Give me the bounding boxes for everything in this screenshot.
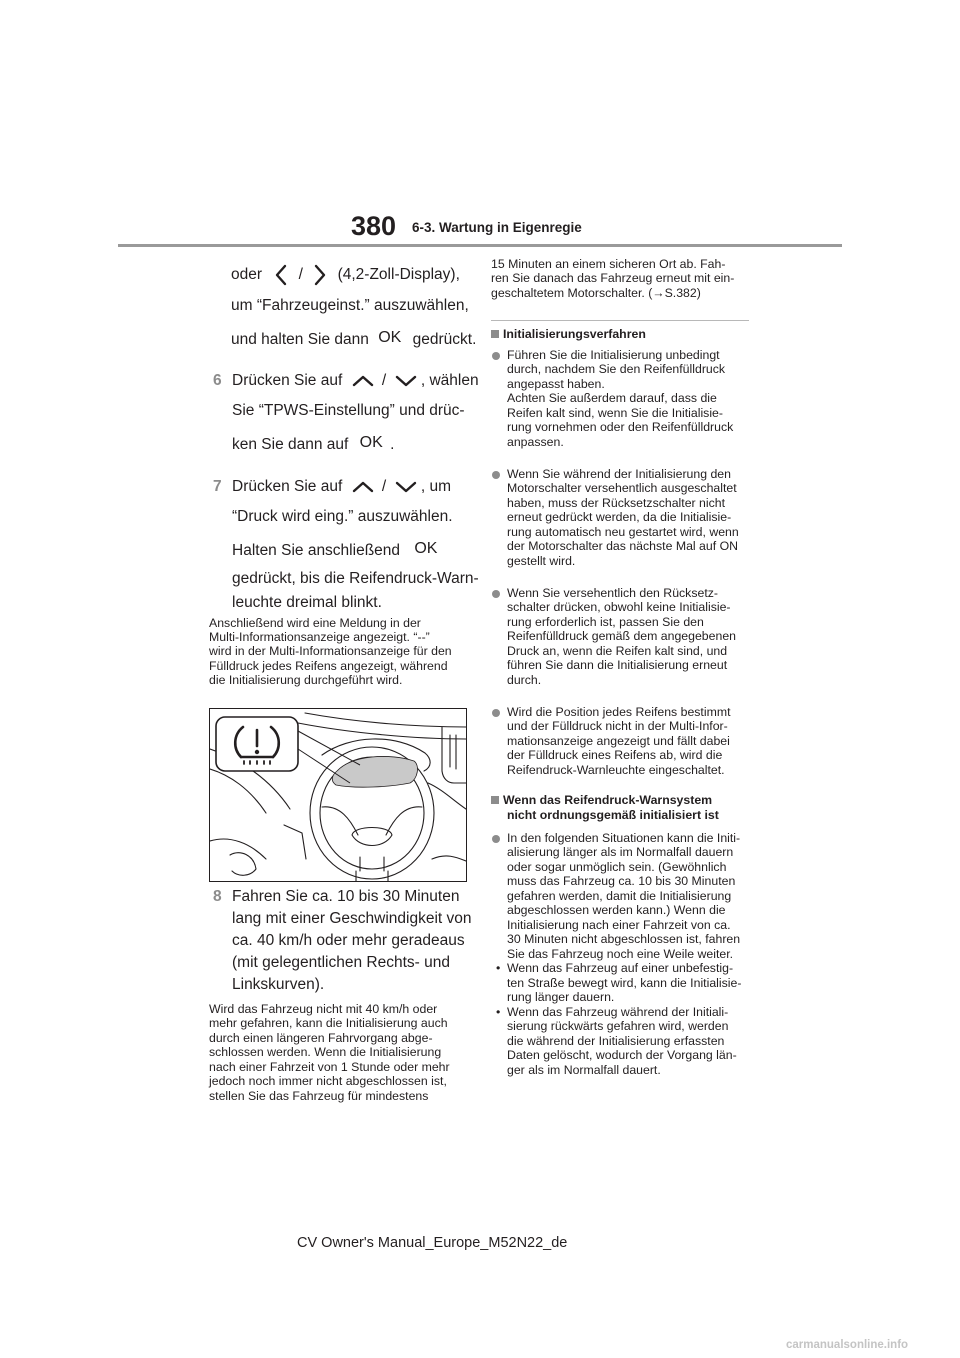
square-bullet-icon [491,330,499,338]
cont-line-1: oder / (4,2-Zoll-Display), [231,264,460,286]
step-7-line-5: leuchte dreimal blinkt. [232,594,382,611]
step-7-line-3: Halten Sie anschließend OK [232,540,438,559]
note-line: schlossen werden. Wenn die Initialisierung [209,1045,442,1059]
text-line: und der Fülldruck nicht in der Multi-Infor- [507,719,728,733]
text-line: 30 Minuten nicht abgeschlossen ist, fahren [507,932,741,946]
step-8-line: ca. 40 km/h oder mehr geradeaus [232,932,465,949]
round-bullet-icon [492,352,500,360]
text-line: Motorschalter versehentlich ausgeschaltet [507,481,737,495]
text-line: Reifen kalt sind, wenn Sie die Initialisie- [507,406,723,420]
chevron-down-icon [395,374,417,388]
text-line: rung automatisch neu gestartet wird, wenn [507,525,739,539]
text-line: schalter drücken, obwohl keine Initialisie- [507,600,731,614]
text-line: Wenn Sie während der Initialisierung den [507,467,731,481]
text-line: ger als im Normalfall dauert. [507,1063,661,1077]
text-line: rung erforderlich ist, passen Sie den [507,615,704,629]
note-line: wird in der Multi-Informationsanzeige für den [209,644,452,658]
step-7-line-1: Drücken Sie auf / , um [232,478,451,495]
chevron-up-icon [352,480,374,494]
text-line: die während der Initialisierung erfassten [507,1034,725,1048]
text-line: rung länger dauern. [507,990,615,1004]
heading-not-initialized: Wenn das Reifendruck-Warnsystem [491,793,712,808]
text-line: erneut gedrückt werden, da die Initialisie- [507,510,732,524]
text-line: Achten Sie außerdem darauf, dass die [507,391,717,405]
ok-button-icon: OK [378,329,402,346]
heading-not-initialized-line-2: nicht ordnungsgemäß initialisiert ist [507,808,719,822]
footer-manual-id: CV Owner's Manual_Europe_M52N22_de [297,1235,568,1251]
step-number: 7 [213,478,222,495]
text-line: ten Straße bewegt wird, kann die Initialisie- [507,976,742,990]
text-line: der Motorschalter das nächste Mal auf ON [507,539,739,553]
note-line: jedoch noch immer nicht abgeschlossen ist, [209,1074,447,1088]
cont-line-3: und halten Sie dann OK gedrückt. [231,329,477,348]
text-line: oder sogar unmöglich sein. (Gewöhnlich [507,860,727,874]
round-bullet-icon [492,471,500,479]
text-line: Initialisierung nach einer Fahrzeit von ca. [507,918,731,932]
note-line: Multi-Informationsanzeige angezeigt. “--” [209,630,430,644]
text-line: Sie das Fahrzeug noch eine Weile weiter. [507,947,734,961]
text-line: führen Sie dann die Initialisierung erneut [507,658,728,672]
note-line: stellen Sie das Fahrzeug für mindestens [209,1089,429,1103]
text-line: angepasst haben. [507,377,605,391]
chevron-left-icon [274,264,288,286]
round-bullet-icon [492,709,500,717]
step-6-line-3: ken Sie dann auf OK . [232,434,395,453]
text-line: Wenn das Fahrzeug während der Initiali- [507,1005,729,1019]
ok-button-icon: OK [414,540,438,557]
watermark: carmanualsonline.info [786,1339,909,1351]
dot-bullet-icon: • [496,961,501,975]
note-line: mehr gefahren, kann die Initialisierung auch [209,1016,448,1030]
cont-line-2: um “Fahrzeugeinst.” auszuwählen, [231,297,469,314]
chevron-right-icon [313,264,327,286]
text-line: Daten gelöscht, wodurch der Vorgang län- [507,1048,737,1062]
text-line: muss das Fahrzeug ca. 10 bis 30 Minuten [507,874,736,888]
note-line: Wird das Fahrzeug nicht mit 40 km/h oder [209,1002,438,1016]
text-line: Wenn das Fahrzeug auf einer unbefestig- [507,961,734,975]
round-bullet-icon [492,590,500,598]
text-line: alisierung länger als im Normalfall dauern [507,845,734,859]
note-line: durch einen längeren Fahrvorgang abge- [209,1031,433,1045]
note-line: Anschließend wird eine Meldung in der [209,616,421,630]
note-line: Fülldruck jedes Reifens angezeigt, während [209,659,448,673]
text-line: In den folgenden Situationen kann die Initi- [507,831,741,845]
page-number: 380 [351,211,397,241]
square-bullet-icon [491,796,499,804]
text-line: durch. [507,673,542,687]
round-bullet-icon [492,835,500,843]
text-line: rung vornehmen oder den Reifenfülldruck [507,420,734,434]
text-line: Reifenfülldruck gemäß dem angegebenen [507,629,737,643]
text-line: ren Sie danach das Fahrzeug erneut mit ein- [491,271,735,285]
text-line: Reifendruck-Warnleuchte eingeschaltet. [507,763,725,777]
text-line: gestellt wird. [507,554,576,568]
chevron-down-icon [395,480,417,494]
text-line: Druck an, wenn die Reifen kalt sind, und [507,644,728,658]
note-line: die Initialisierung durchgeführt wird. [209,673,403,687]
section-title: 6-3. Wartung in Eigenregie [412,220,582,235]
step-7-line-2: “Druck wird eing.” auszuwählen. [232,508,453,525]
text-line: durch, nachdem Sie den Reifenfülldruck [507,362,726,376]
header-rule [118,244,842,247]
text-line: Wenn Sie versehentlich den Rücksetz- [507,586,718,600]
heading-initialization: Initialisierungsverfahren [491,327,646,342]
separator-line [491,320,749,321]
text-line: gefahren werden, damit die Initialisierung [507,889,732,903]
text-line: sierung rückwärts gefahren wird, werden [507,1019,729,1033]
ok-button-icon: OK [359,434,383,451]
text-line: Wird die Position jedes Reifens bestimmt [507,705,731,719]
note-line: nach einer Fahrzeit von 1 Stunde oder mehr [209,1060,450,1074]
text-line: mationsanzeige angezeigt und fällt dabei [507,734,730,748]
dot-bullet-icon: • [496,1005,501,1019]
dashboard-drawing [210,709,466,881]
step-number: 8 [213,888,222,905]
step-8-line: Linkskurven). [232,976,325,993]
text-line: 15 Minuten an einem sicheren Ort ab. Fah- [491,257,726,271]
step-6-line-1: Drücken Sie auf / , wählen [232,372,479,389]
step-7-line-4: gedrückt, bis die Reifendruck-Warn- [232,570,479,587]
step-8-line: Fahren Sie ca. 10 bis 30 Minuten [232,888,460,905]
text-line: Führen Sie die Initialisierung unbedingt [507,348,720,362]
dashboard-illustration [209,708,467,882]
text-line: anpassen. [507,435,564,449]
text-line: abgeschlossen werden kann.) Wenn die [507,903,726,917]
text-line: geschaltetem Motorschalter. (→S.382) [491,286,701,300]
step-8-line: lang mit einer Geschwindigkeit von [232,910,472,927]
text-line: der Fülldruck eines Reifens ab, wird die [507,748,723,762]
step-8-line: (mit gelegentlichen Rechts- und [232,954,450,971]
text-line: haben, muss der Rücksetzschalter nicht [507,496,726,510]
step-6-line-2: Sie “TPWS-Einstellung” und drüc- [232,402,465,419]
chevron-up-icon [352,374,374,388]
step-number: 6 [213,372,222,389]
